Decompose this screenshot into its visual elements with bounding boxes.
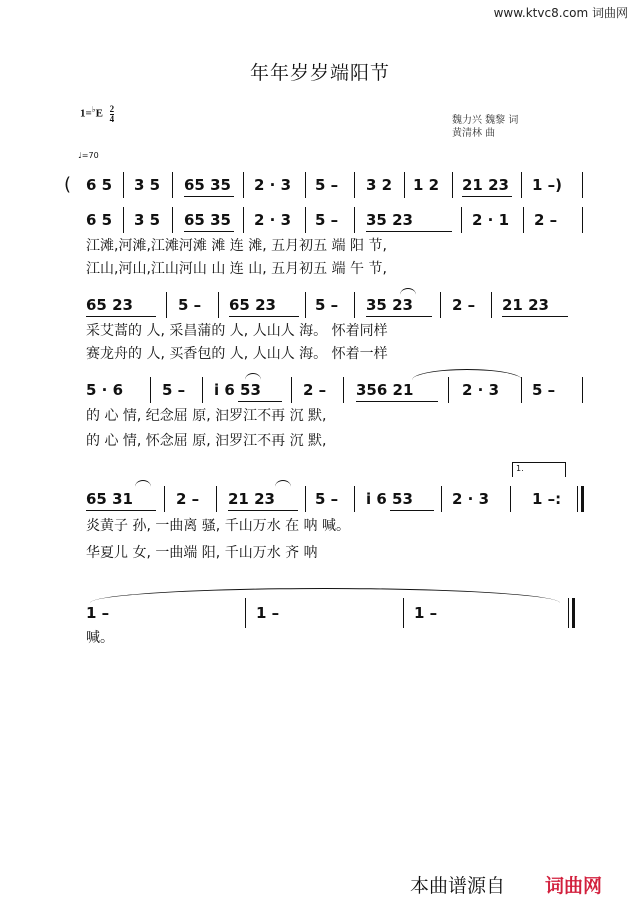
lyric-verse-1: 喊。 [86, 630, 114, 646]
header-url[interactable]: www.ktvc8.com 词曲网 [493, 6, 628, 20]
song-title: 年年岁岁端阳节 [249, 62, 390, 84]
lyric-verse-2: 华夏儿 女, 一曲端 阳, 千山万水 齐 呐 [86, 545, 318, 561]
measure: 2 · 3 [254, 211, 292, 229]
measure: 65 23 [229, 296, 276, 314]
measure: 35 23 [366, 296, 413, 314]
measure: 1 – [86, 604, 110, 622]
lyric-verse-1: 江滩,河滩,江滩河滩 滩 连 滩, 五月初五 端 阳 节, [86, 238, 387, 254]
measure: 2 · 1 [472, 211, 510, 229]
measure: 65 31 [86, 490, 133, 508]
lyric-verse-2: 江山,河山,江山河山 山 连 山, 五月初五 端 午 节, [86, 261, 387, 277]
lyricist-credit: 魏力兴 魏黎 词 [452, 115, 519, 126]
lyric-verse-1: 的 心 情, 纪念屈 原, 汩罗江不再 沉 默, [86, 408, 327, 424]
measure: 3 5 [134, 211, 161, 229]
measure: 65 23 [86, 296, 133, 314]
volta-label: 1. [516, 464, 524, 473]
measure: 2 · 3 [452, 490, 490, 508]
staff-row-6 [0, 598, 640, 628]
measure: 21 23 [502, 296, 549, 314]
measure: 1 –: [532, 490, 562, 508]
measure: 2 – [176, 490, 200, 508]
header-site: 词曲网 [591, 6, 628, 20]
open-paren: ( [64, 174, 72, 195]
measure: 5 – [315, 490, 339, 508]
measure: 1 – [414, 604, 438, 622]
lyric-verse-1: 采艾蒿的 人, 采昌蒲的 人, 人山人 海。 怀着同样 [86, 323, 388, 339]
measure: 5 – [532, 381, 556, 399]
composer-credit: 黄清林 曲 [452, 128, 496, 139]
measure: 3 2 [366, 176, 393, 194]
measure: 2 · 3 [254, 176, 292, 194]
footer-brand-logo[interactable]: 词曲网 [545, 875, 603, 897]
measure: 21 23 [228, 490, 275, 508]
measure: 2 – [534, 211, 558, 229]
measure: 1 2 [413, 176, 440, 194]
staff-row-5 [0, 484, 640, 514]
staff-row-4 [0, 375, 640, 405]
measure: 5 – [162, 381, 186, 399]
measure: 2 – [303, 381, 327, 399]
measure: 5 – [178, 296, 202, 314]
measure: 2 · 3 [462, 381, 500, 399]
measure: 6 5 [86, 176, 113, 194]
measure: 21 23 [462, 176, 509, 194]
measure: 5 – [315, 211, 339, 229]
time-signature: $\frac{2}{4}$ [109, 103, 115, 124]
measure: 65 35 [184, 176, 231, 194]
measure: 5 – [315, 296, 339, 314]
lyric-verse-1: 炎黄子 孙, 一曲离 骚, 千山万水 在 呐 喊。 [86, 518, 351, 534]
staff-row-1 [0, 170, 640, 200]
measure: 35 23 [366, 211, 413, 229]
key-signature: 1=♭E $\frac{2}{4}$ [80, 103, 115, 124]
measure: i 6 53 [214, 381, 261, 399]
measure: 6 5 [86, 211, 113, 229]
tempo-mark: ♩=70 [78, 151, 99, 160]
measure: 65 35 [184, 211, 231, 229]
measure: 356 21 [356, 381, 414, 399]
measure: 2 – [452, 296, 476, 314]
measure: 3 5 [134, 176, 161, 194]
staff-row-3 [0, 290, 640, 320]
measure: 5 · 6 [86, 381, 124, 399]
measure-close: 1 –) [532, 176, 563, 194]
measure: 1 – [256, 604, 280, 622]
measure: i 6 53 [366, 490, 413, 508]
footer-source: 本曲谱源自 [410, 875, 506, 897]
staff-row-2 [0, 205, 640, 235]
lyric-verse-2: 赛龙舟的 人, 买香包的 人, 人山人 海。 怀着一样 [86, 346, 388, 362]
measure: 5 – [315, 176, 339, 194]
lyric-verse-2: 的 心 情, 怀念屈 原, 汩罗江不再 沉 默, [86, 433, 327, 449]
